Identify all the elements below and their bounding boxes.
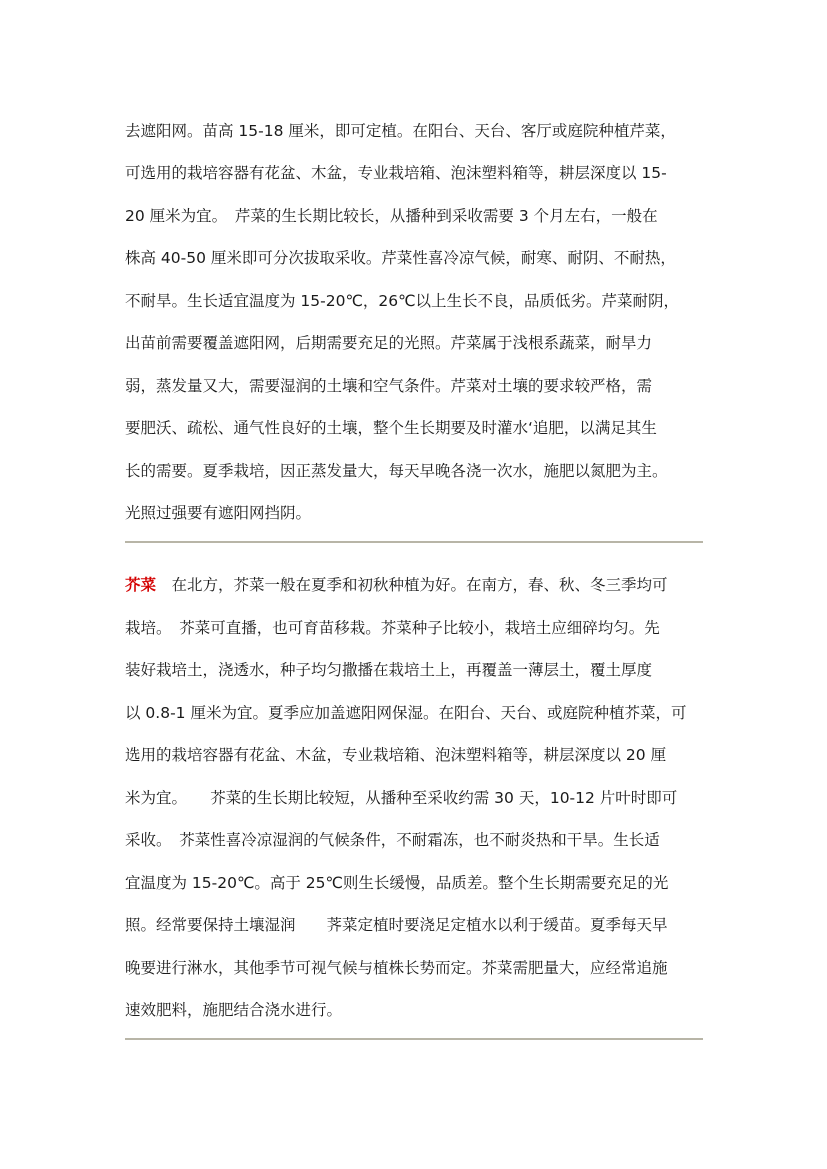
paragraph-line: 要肥沃、疏松、通气性良好的土壤，整个生长期要及时灌水‘追肥，以满足其生 xyxy=(125,419,657,437)
paragraph-line: 采收。 芥菜性喜冷凉湿润的气候条件，不耐霜冻，也不耐炎热和干旱。生长适 xyxy=(125,831,660,849)
paragraph-line: 晚要进行淋水，其他季节可视气候与植株长势而定。芥菜需肥量大，应经常追施 xyxy=(125,959,668,977)
paragraph-line: 可选用的栽培容器有花盆、木盆，专业栽培箱、泡沫塑料箱等，耕层深度以 15- xyxy=(125,164,667,182)
paragraph-line: 选用的栽培容器有花盆、木盆，专业栽培箱、泡沫塑料箱等，耕层深度以 20 厘 xyxy=(125,746,667,764)
paragraph-text: 在北方，芥菜一般在夏季和初秋种植为好。在南方，春、秋、冬三季均可 xyxy=(156,576,668,594)
paragraph-line: 栽培。 芥菜可直播，也可育苗移栽。芥菜种子比较小，栽培土应细碎均匀。先 xyxy=(125,619,660,637)
section-title: 芥菜 xyxy=(125,575,157,594)
paragraph-line xyxy=(125,574,710,596)
paragraph-line: 弱，蒸发量又大，需要湿润的土壤和空气条件。芹菜对土壤的要求较严格，需 xyxy=(125,377,653,395)
paragraph-line: 照。经常要保持土壤湿润 荠菜定植时要浇足定植水以利于缓苗。夏季每天早 xyxy=(125,916,668,934)
paragraph-line: 不耐旱。生长适宜温度为 15-20℃，26℃以上生长不良，品质低劣。芹菜耐阴， xyxy=(125,292,680,310)
paragraph-line: 速效肥料，施肥结合浇水进行。 xyxy=(125,1001,343,1019)
paragraph-line: 米为宜。 芥菜的生长期比较短，从播种至采收约需 30 天，10-12 片叶时即可 xyxy=(125,789,678,807)
paragraph-line: 光照过强要有遮阳网挡阴。 xyxy=(125,504,312,522)
paragraph-line: 以 0.8-1 厘米为宜。夏季应加盖遮阳网保湿。在阳台、天台、或庭院种植芥菜，可 xyxy=(125,704,687,722)
paragraph-line: 宜温度为 15-20℃。高于 25℃则生长缓慢，品质差。整个生长期需要充足的光 xyxy=(125,874,669,892)
section-divider xyxy=(125,541,703,543)
paragraph-line: 装好栽培土，浇透水，种子均匀撒播在栽培土上，再覆盖一薄层土，覆土厚度 xyxy=(125,661,653,679)
paragraph-line: 长的需要。夏季栽培，因正蒸发量大，每天早晚各浇一次水，施肥以氮肥为主。 xyxy=(125,462,668,480)
paragraph-line: 20 厘米为宜。 芹菜的生长期比较长，从播种到采收需要 3 个月左右，一般在 xyxy=(125,207,658,225)
paragraph-line: 株高 40-50 厘米即可分次拔取采收。芹菜性喜冷凉气候，耐寒、耐阴、不耐热， xyxy=(125,249,676,267)
section-divider xyxy=(125,1038,703,1040)
paragraph-line: 去遮阳网。苗高 15-18 厘米，即可定植。在阳台、天台、客厅或庭院种植芹菜， xyxy=(125,122,676,140)
paragraph-line: 出苗前需要覆盖遮阳网，后期需要充足的光照。芹菜属于浅根系蔬菜，耐旱力 xyxy=(125,334,653,352)
